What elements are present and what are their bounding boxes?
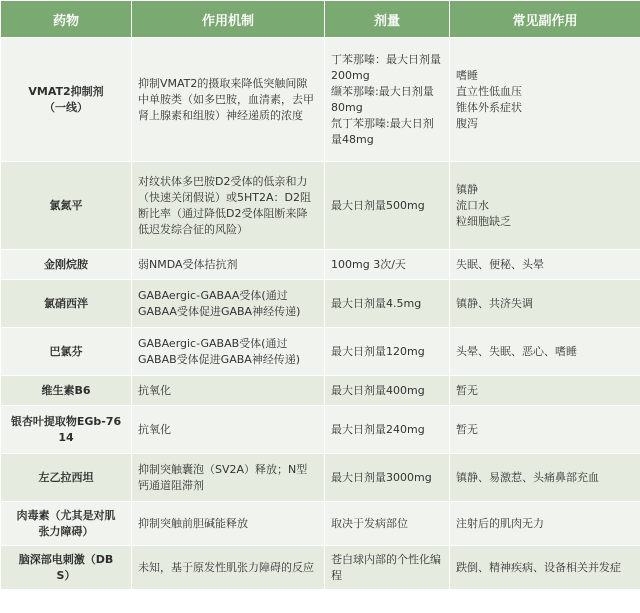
mechanism-cell: 抑制突触前胆碱能释放 [132, 502, 325, 546]
header-drug: 药物 [1, 1, 132, 38]
mechanism-cell: 对纹状体多巴胺D2受体的低亲和力（快速关闭假说）或5HT2A：D2阻断比率（通过降低D2受体阻断来降低迟发综合征的风险） [132, 162, 325, 250]
side-effects-cell: 失眠、便秘、头晕 [450, 250, 640, 280]
mechanism-cell: 抑制VMAT2的摄取来降低突触间隙中单胺类（如多巴胺，血清素，去甲肾上腺素和组胺）神经递质的浓度 [132, 38, 325, 162]
drug-cell: 左乙拉西坦 [1, 454, 132, 502]
drug-cell: 氯硝西泮 [1, 280, 132, 328]
side-effects-cell: 暂无 [450, 406, 640, 454]
drug-cell: 金刚烷胺 [1, 250, 132, 280]
drug-cell: VMAT2抑制剂 （一线） [1, 38, 132, 162]
side-effects-cell: 嗜睡 直立性低血压 锥体外系症状 腹泻 [450, 38, 640, 162]
side-effects-cell: 注射后的肌肉无力 [450, 502, 640, 546]
drug-cell: 巴氯芬 [1, 328, 132, 376]
header-dose: 剂量 [325, 1, 450, 38]
drug-cell: 维生素B6 [1, 376, 132, 406]
mechanism-cell: 未知，基于原发性肌张力障碍的反应 [132, 546, 325, 590]
header-mechanism: 作用机制 [132, 1, 325, 38]
drug-cell: 脑深部电刺激（DB S） [1, 546, 132, 590]
mechanism-cell: GABAergic-GABAA受体(通过GABAA受体促进GABA神经传递) [132, 280, 325, 328]
drug-cell: 氯氮平 [1, 162, 132, 250]
table-row [1, 250, 640, 280]
mechanism-cell: 抗氧化 [132, 376, 325, 406]
dose-cell: 最大日剂量4.5mg [325, 280, 450, 328]
table-row [1, 376, 640, 406]
side-effects-cell: 跌倒、精神疾病、设备相关并发症 [450, 546, 640, 590]
header-side-effects: 常见副作用 [450, 1, 640, 38]
mechanism-cell: GABAergic-GABAB受体(通过GABAB受体促进GABA神经传递) [132, 328, 325, 376]
mechanism-cell: 抑制突触囊泡（SV2A）释放；N型钙通道阻滞剂 [132, 454, 325, 502]
dose-cell: 最大日剂量240mg [325, 406, 450, 454]
dose-cell: 苍白球内部的个性化编程 [325, 546, 450, 590]
dose-cell: 最大日剂量500mg [325, 162, 450, 250]
dose-cell: 100mg 3次/天 [325, 250, 450, 280]
dose-cell: 取决于发病部位 [325, 502, 450, 546]
drug-cell: 肉毒素（尤其是对肌 张力障碍） [1, 502, 132, 546]
table-row [1, 38, 640, 162]
table-row [1, 502, 640, 546]
drug-cell: 银杏叶提取物EGb-76 14 [1, 406, 132, 454]
dose-cell: 最大日剂量120mg [325, 328, 450, 376]
side-effects-cell: 镇静、共济失调 [450, 280, 640, 328]
dose-cell: 最大日剂量400mg [325, 376, 450, 406]
dose-cell: 最大日剂量3000mg [325, 454, 450, 502]
side-effects-cell: 镇静、易激惹、头痛鼻部充血 [450, 454, 640, 502]
header-row [1, 1, 640, 38]
mechanism-cell: 弱NMDA受体拮抗剂 [132, 250, 325, 280]
table-row [1, 280, 640, 328]
table-row [1, 454, 640, 502]
mechanism-cell: 抗氧化 [132, 406, 325, 454]
table-row [1, 406, 640, 454]
table-row [1, 162, 640, 250]
side-effects-cell: 头晕、失眠、恶心、嗜睡 [450, 328, 640, 376]
table-row [1, 546, 640, 590]
side-effects-cell: 镇静 流口水 粒细胞缺乏 [450, 162, 640, 250]
dose-cell: 丁苯那嗪：最大日剂量200mg 缬苯那嗪:最大日剂量80mg 氘丁苯那嗪:最大日剂量48mg [325, 38, 450, 162]
side-effects-cell: 暂无 [450, 376, 640, 406]
table-row [1, 328, 640, 376]
